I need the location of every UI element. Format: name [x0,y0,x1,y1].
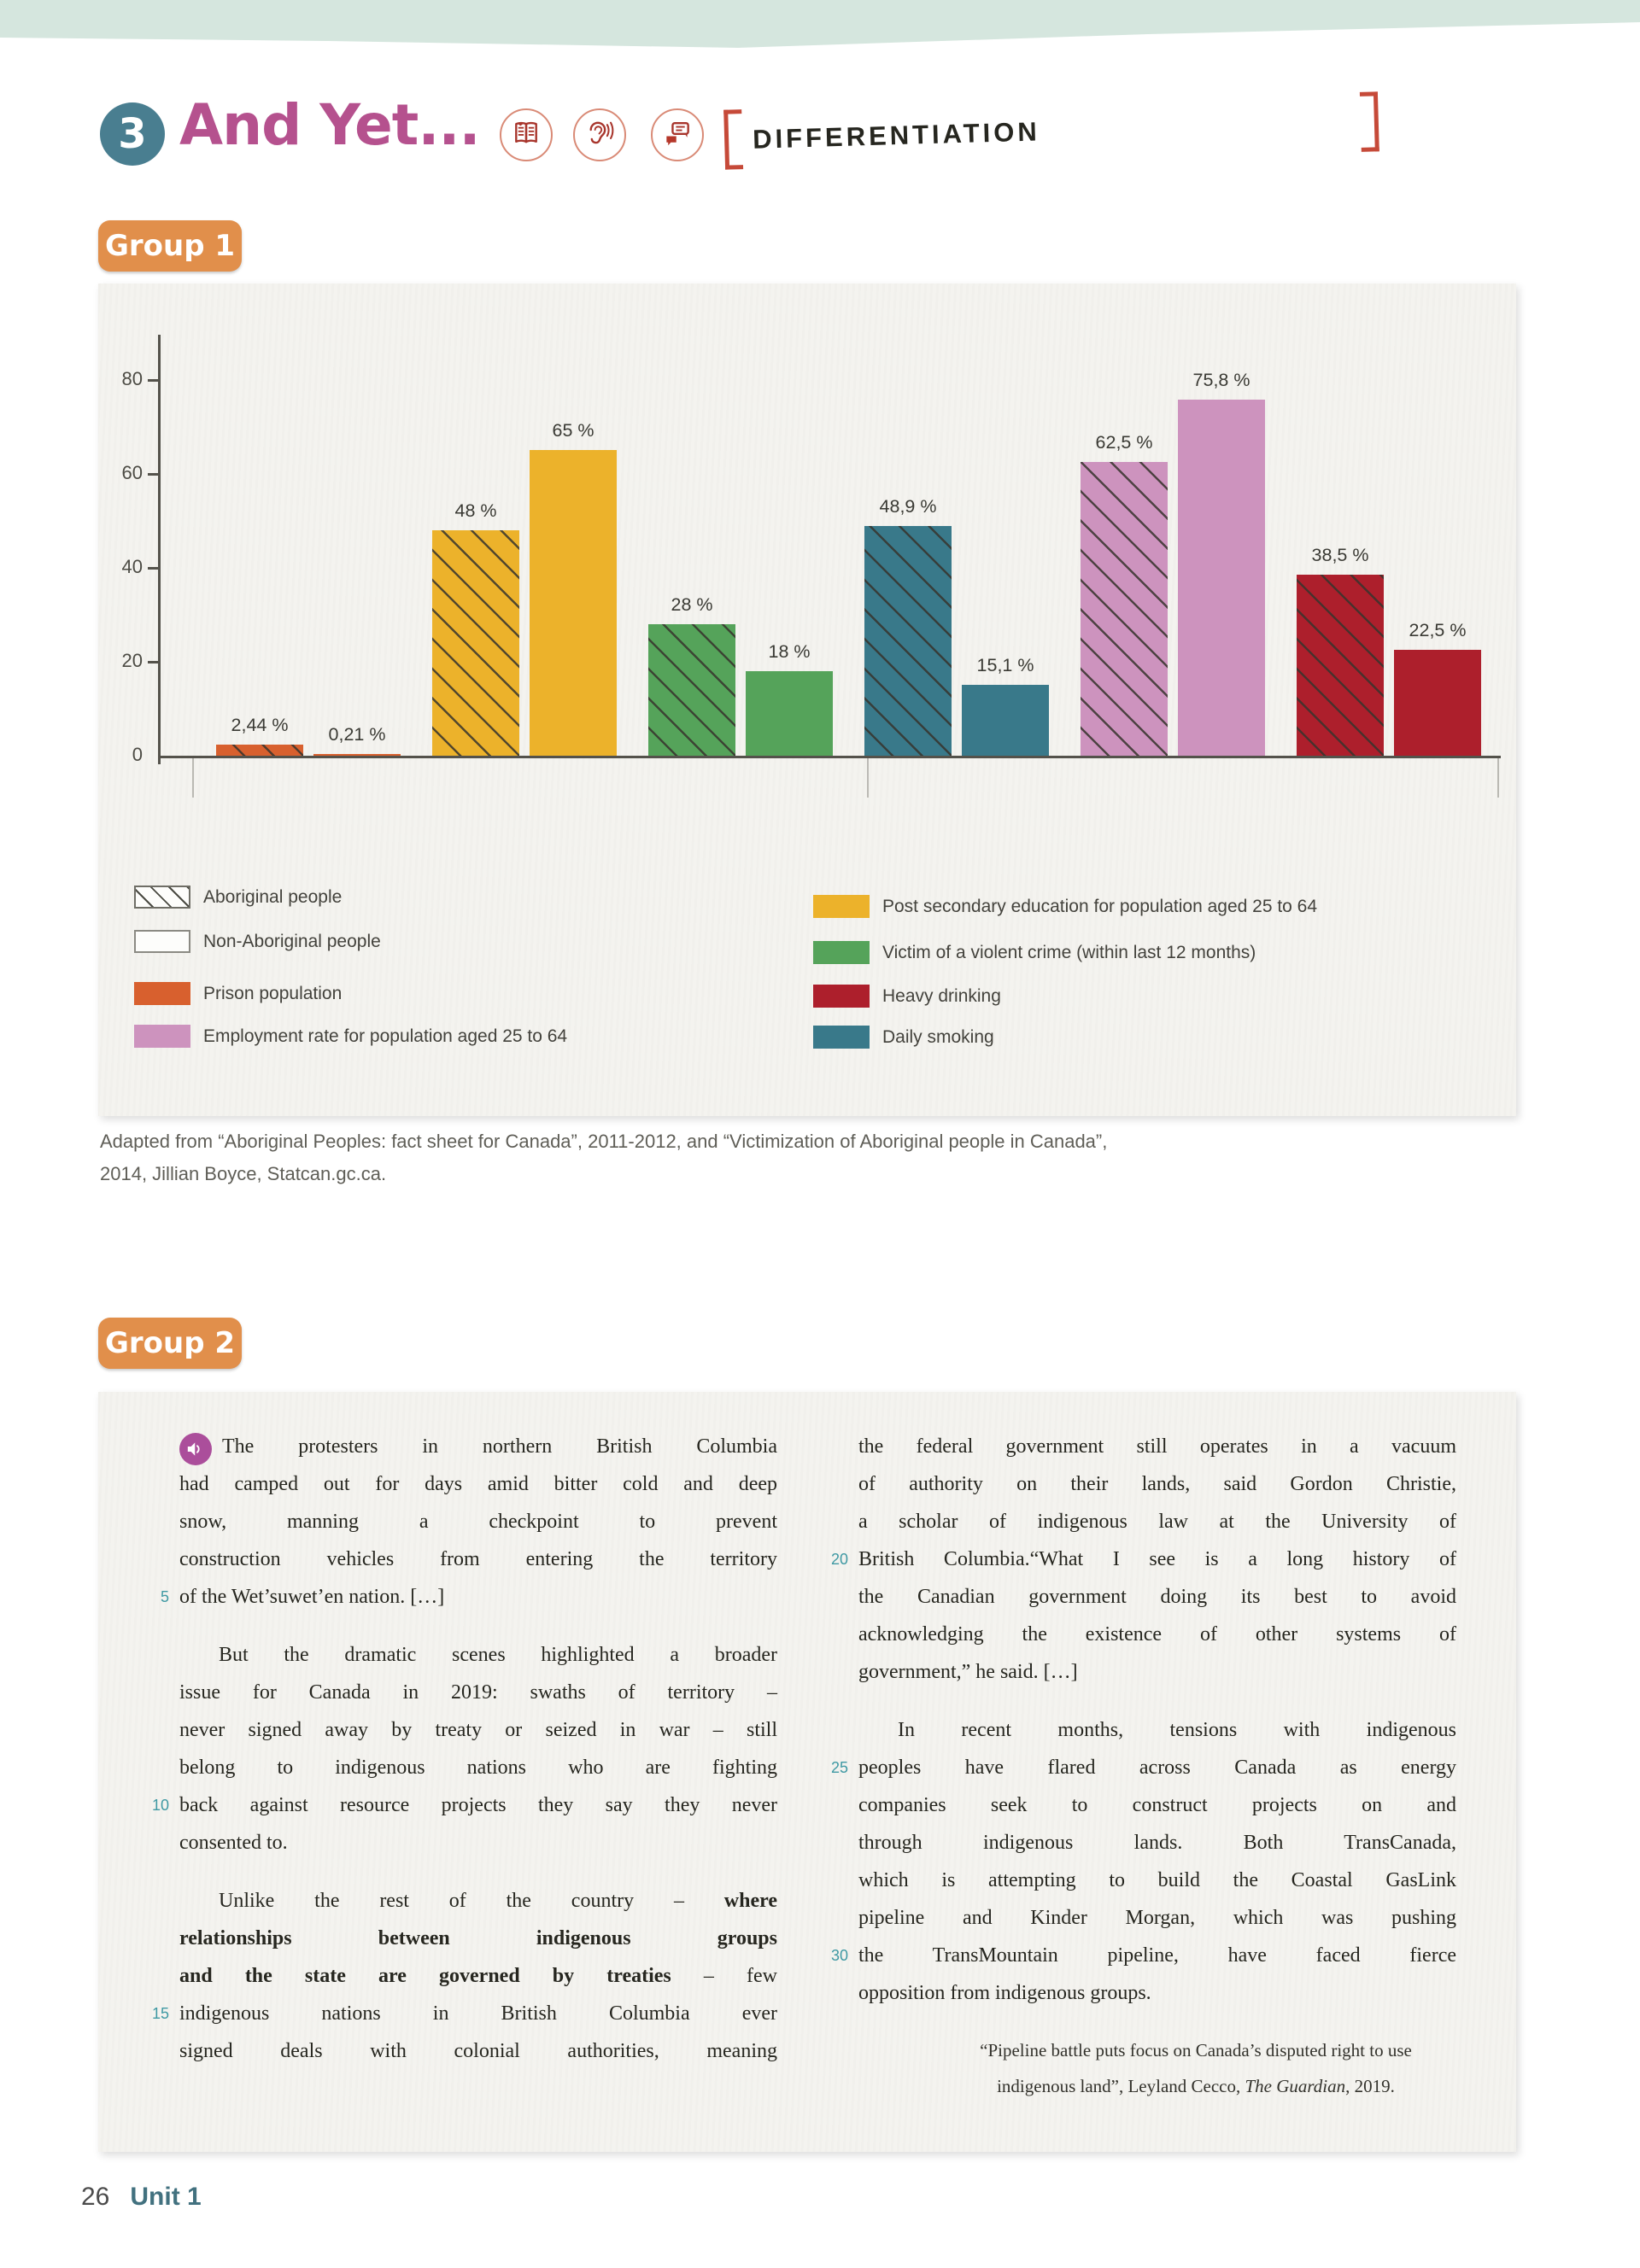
text-line [132,1465,777,1503]
body-text: In recent months, tensions with indigenous [898,1719,1456,1741]
bar-aboriginal-people-3 [648,624,735,756]
unit-label: Unit 1 [130,2183,202,2211]
text-line [132,1636,777,1674]
line-number [132,1428,169,1465]
body-text: back against resource projects they say they never [179,1794,777,1816]
legend-swatch [134,930,190,953]
text-line [811,1899,1456,1937]
body-text: through indigenous lands. Both TransCanada, [858,1832,1456,1854]
line-number [811,2068,848,2104]
line-number [811,1711,848,1749]
bar-value-label: 48,9 % [879,496,937,517]
legend-item [134,930,381,953]
x-axis-tick [867,758,869,798]
bar-non-aboriginal-people-2 [530,450,617,756]
line-number: 5 [160,1588,169,1605]
line-number [132,1882,169,1920]
bar-aboriginal-people-2 [432,530,519,756]
legend-item [134,1025,567,1048]
legend-label: Daily smoking [882,1026,994,1047]
body-text: peoples have flared across Canada as energy [858,1757,1456,1779]
body-text: construction vehicles from entering the territory [179,1548,777,1570]
book-icon [510,117,542,154]
text-line [811,1824,1456,1862]
legend-swatch [813,941,870,964]
line-number [811,1616,848,1653]
speaking-skill-chip [651,108,704,161]
bar-non-aboriginal-people-3 [746,671,833,756]
line-number [132,1674,169,1711]
legend-item [813,895,1317,918]
line-number [132,1503,169,1540]
body-text: snow, manning a checkpoint to prevent [179,1511,777,1533]
bar-value-label: 15,1 % [976,655,1034,675]
legend-item [813,985,1001,1008]
line-number: 30 [830,1947,848,1964]
text-line [811,2032,1456,2068]
line-number [811,1786,848,1824]
source-citation-line: “Pipeline battle puts focus on Canada’s disputed right to use [980,2040,1412,2060]
line-number [132,2032,169,2070]
caption-line2: 2014, Jillian Boyce, Statcan.gc.ca. [100,1163,387,1184]
text-line [811,1428,1456,1465]
line-number: 10 [151,1797,169,1814]
text-line [132,1540,777,1578]
body-text: the federal government still operates in a vacuum [858,1435,1456,1458]
bar-non-aboriginal-people-4 [962,685,1049,756]
line-number [811,1974,848,2012]
text-line [132,1957,777,1995]
listening-skill-chip [573,108,626,161]
text-line [132,1920,777,1957]
group2-badge: Group 2 [98,1318,242,1369]
line-number [811,1899,848,1937]
chart-source-caption [100,1125,1107,1190]
x-axis-tick [192,758,194,798]
bar-value-label: 65 % [552,420,594,441]
reading-skill-chip [500,108,553,161]
body-text: the Canadian government doing its best to avoid [858,1586,1456,1608]
body-text: which is attempting to build the Coastal GasLink [858,1869,1456,1891]
body-text: The protesters in northern British Columbia [179,1428,777,1465]
legend-label: Non-Aboriginal people [203,931,381,951]
text-line [132,1995,777,2032]
body-text: But the dramatic scenes highlighted a broader [219,1644,777,1666]
x-axis-tick [1497,758,1499,798]
text-line [811,1786,1456,1824]
text-line [811,1540,1456,1578]
text-line [811,1862,1456,1899]
bar-chart-panel [98,284,1516,1116]
bar-aboriginal-people-4 [864,526,952,756]
page-title: And Yet... [179,92,480,158]
text-line [132,1578,777,1616]
legend-item [134,886,342,909]
text-line [132,1882,777,1920]
differentiation-label: DIFFERENTIATION [752,116,1041,155]
line-number: 20 [830,1551,848,1568]
text-line [811,1503,1456,1540]
text-line [132,1428,777,1465]
bar-value-label: 0,21 % [328,724,386,745]
line-number [811,1503,848,1540]
text-line [811,1465,1456,1503]
legend-label: Aboriginal people [203,886,343,907]
body-text: government,” he said. […] [858,1661,1078,1683]
body-text: of the Wet’suwet’en nation. […] [179,1586,445,1608]
line-number: 15 [151,2005,169,2022]
text-column-left [132,1428,777,2070]
body-text: and the state are governed by treaties – few [179,1965,777,1987]
text-line [811,1749,1456,1786]
legend-label: Post secondary education for population aged 25 to 64 [882,896,1318,916]
speech-icon [661,117,694,154]
body-text: issue for Canada in 2019: swaths of territory – [179,1681,777,1704]
legend-item [813,941,1256,964]
line-number [132,1957,169,1995]
body-text: relationships between indigenous groups [179,1927,777,1949]
bar-value-label: 28 % [671,594,713,615]
source-citation-line: indigenous land”, Leyland Cecco, The Guardian, 2019. [997,2076,1395,2096]
page-number: 26 [81,2183,110,2211]
bars-area [158,335,1508,756]
text-line [132,1503,777,1540]
text-line [811,1578,1456,1616]
stamp-left-bracket [723,109,743,170]
text-line [811,1937,1456,1974]
legend-swatch [134,982,190,1005]
body-text: signed deals with colonial authorities, meaning [179,2040,777,2062]
body-text: acknowledging the existence of other systems of [858,1623,1456,1645]
legend-swatch [134,886,190,909]
body-text: consented to. [179,1832,288,1854]
legend-label: Prison population [203,983,343,1003]
bar-value-label: 48 % [454,500,497,521]
line-number [811,2032,848,2068]
body-text: had camped out for days amid bitter cold and deep [179,1473,777,1495]
y-tick-label: 80 [121,368,143,389]
line-number [811,1465,848,1503]
line-number [132,1711,169,1749]
group1-badge: Group 1 [98,220,242,272]
y-tick-label: 20 [121,650,143,671]
line-number [132,1749,169,1786]
bar-aboriginal-people-6 [1297,575,1384,756]
page-footer [81,2183,202,2212]
text-line [811,2068,1456,2104]
body-text: never signed away by treaty or seized in war – still [179,1719,777,1741]
bar-value-label: 18 % [768,641,811,662]
text-line [811,1616,1456,1653]
ear-icon [583,117,616,154]
bar-non-aboriginal-people-6 [1394,650,1481,756]
legend-item [813,1026,994,1049]
text-line [132,1749,777,1786]
legend-swatch [813,985,870,1008]
body-text: a scholar of indigenous law at the University of [858,1511,1456,1533]
body-text: belong to indigenous nations who are fighting [179,1757,777,1779]
bar-non-aboriginal-people-5 [1178,400,1265,756]
text-line [132,1824,777,1862]
body-text: Unlike the rest of the country – where [219,1890,777,1912]
line-number [811,1862,848,1899]
reading-text-panel [98,1392,1516,2152]
legend-label: Victim of a violent crime (within last 12 months) [882,942,1256,962]
text-line [811,1974,1456,2012]
text-line [132,1786,777,1824]
text-column-right [811,1428,1456,2104]
differentiation-stamp [723,91,1379,169]
bar-value-label: 62,5 % [1095,432,1153,453]
line-number [132,1920,169,1957]
top-accent-band [0,0,1640,51]
line-number [132,1540,169,1578]
legend-item [134,982,342,1005]
line-number [132,1465,169,1503]
x-axis [158,756,1501,758]
body-text: indigenous nations in British Columbia ever [179,2002,777,2025]
body-text: of authority on their lands, said Gordon Christie, [858,1473,1456,1495]
bar-value-label: 22,5 % [1409,620,1467,640]
text-line [132,2032,777,2070]
stamp-right-bracket [1360,91,1379,152]
y-tick-label: 40 [121,556,143,577]
caption-line1: Adapted from “Aboriginal Peoples: fact sheet for Canada”, 2011-2012, and “Victimization of Aboriginal people in Canada”, [100,1131,1108,1152]
line-number [132,1636,169,1674]
bar-aboriginal-people-1 [216,745,303,756]
legend-swatch [134,1025,190,1048]
body-text: British Columbia.“What I see is a long history of [858,1548,1456,1570]
text-line [132,1674,777,1711]
body-text: pipeline and Kinder Morgan, which was pushing [858,1907,1456,1929]
line-number [132,1824,169,1862]
bar-non-aboriginal-people-1 [313,754,401,756]
line-number: 25 [830,1759,848,1776]
line-number [811,1428,848,1465]
bar-value-label: 75,8 % [1192,370,1250,390]
section-number-badge: 3 [100,102,165,166]
y-tick-label: 60 [121,462,143,483]
bar-value-label: 2,44 % [231,715,289,735]
legend-label: Employment rate for population aged 25 to 64 [203,1026,568,1046]
line-number [811,1578,848,1616]
legend-label: Heavy drinking [882,985,1001,1006]
text-line [811,1653,1456,1691]
body-text: the TransMountain pipeline, have faced fierce [858,1944,1456,1967]
speaker-icon[interactable] [179,1433,212,1465]
body-text: opposition from indigenous groups. [858,1982,1151,2004]
y-tick-label: 0 [132,744,143,765]
bar-value-label: 38,5 % [1311,545,1369,565]
line-number [811,1824,848,1862]
legend-swatch [813,1026,870,1049]
text-line [811,1711,1456,1749]
line-number [811,1653,848,1691]
text-line [132,1711,777,1749]
legend-swatch [813,895,870,918]
bar-aboriginal-people-5 [1081,462,1168,756]
body-text: companies seek to construct projects on and [858,1794,1456,1816]
